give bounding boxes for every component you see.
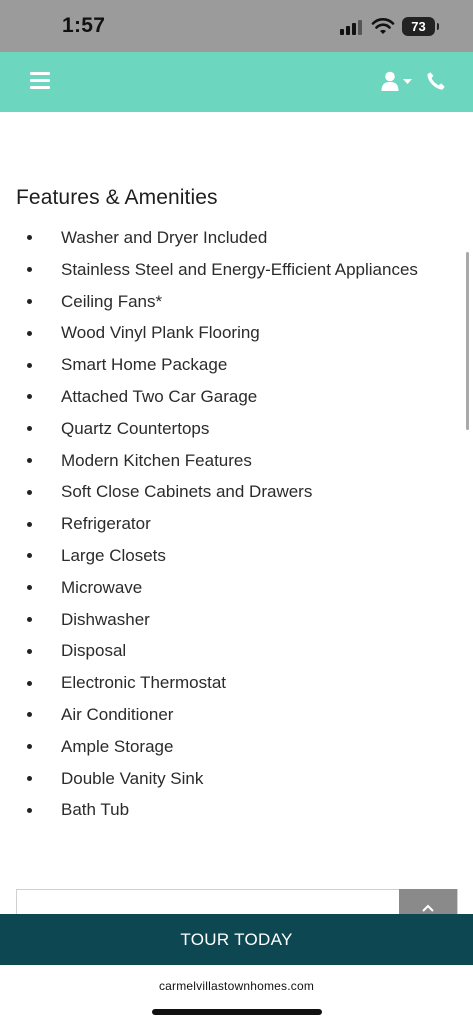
bullet-icon — [27, 299, 32, 304]
list-item — [0, 445, 460, 477]
list-item — [0, 508, 460, 540]
scrollbar[interactable] — [466, 252, 469, 430]
list-item-label: Smart Home Package — [61, 355, 228, 375]
user-account-icon[interactable] — [381, 71, 415, 93]
list-item — [0, 222, 460, 254]
list-item-label: Modern Kitchen Features — [61, 450, 252, 470]
section-title: Features & Amenities — [16, 186, 218, 209]
wifi-icon — [371, 16, 395, 36]
site-header — [0, 52, 473, 112]
list-item-label: Soft Close Cabinets and Drawers — [61, 482, 313, 502]
list-item — [0, 635, 460, 667]
list-item-label: Microwave — [61, 577, 143, 597]
list-item-label: Quartz Countertops — [61, 418, 210, 438]
list-item — [0, 699, 460, 731]
battery-icon — [402, 17, 435, 36]
list-item — [0, 381, 460, 413]
phone-icon[interactable] — [426, 71, 446, 91]
status-bar — [0, 0, 473, 52]
list-item — [0, 794, 460, 826]
list-item-label: Washer and Dryer Included — [61, 228, 268, 247]
list-item-label: Bath Tub — [61, 800, 130, 820]
list-item-label: Double Vanity Sink — [61, 768, 204, 788]
cellular-signal-icon — [340, 19, 366, 35]
list-item — [0, 731, 460, 763]
list-item-label: Electronic Thermostat — [61, 673, 227, 693]
list-item-label: Ample Storage — [61, 736, 174, 756]
bullet-icon — [27, 331, 32, 336]
list-item — [0, 763, 460, 795]
list-item-label: Air Conditioner — [61, 704, 174, 724]
status-time: 1:57 — [62, 14, 106, 37]
bullet-icon — [27, 617, 32, 622]
bullet-icon — [27, 681, 32, 686]
list-item-label: Ceiling Fans* — [61, 291, 163, 311]
bullet-icon — [27, 776, 32, 781]
bullet-icon — [27, 426, 32, 431]
list-item — [0, 572, 460, 604]
bullet-icon — [27, 553, 32, 558]
list-item-label: Refrigerator — [61, 514, 151, 534]
list-item — [0, 286, 460, 318]
bullet-icon — [27, 490, 32, 495]
bullet-icon — [27, 649, 32, 654]
list-item — [0, 317, 460, 349]
feature-list — [0, 222, 460, 826]
list-item — [0, 604, 460, 636]
list-item-label: Stainless Steel and Energy-Efficient Appliances — [61, 259, 418, 279]
list-item — [0, 476, 460, 508]
list-item-label: Large Closets — [61, 545, 166, 565]
bullet-icon — [27, 585, 32, 590]
bullet-icon — [27, 458, 32, 463]
bullet-icon — [27, 235, 32, 240]
list-item-label: Attached Two Car Garage — [61, 386, 258, 406]
bullet-icon — [27, 267, 32, 272]
list-item — [0, 254, 460, 286]
hamburger-menu-icon[interactable] — [30, 72, 50, 90]
list-item-label: Wood Vinyl Plank Flooring — [61, 323, 260, 343]
list-item — [0, 349, 460, 381]
bullet-icon — [27, 744, 32, 749]
list-item — [0, 540, 460, 572]
bullet-icon — [27, 808, 32, 813]
bullet-icon — [27, 712, 32, 717]
tour-today-button[interactable]: TOUR TODAY — [0, 914, 473, 965]
list-item-label: Disposal — [61, 641, 127, 661]
bullet-icon — [27, 363, 32, 368]
bullet-icon — [27, 394, 32, 399]
chevron-up-icon — [422, 904, 434, 912]
list-item — [0, 667, 460, 699]
bullet-icon — [27, 522, 32, 527]
list-item-label: Dishwasher — [61, 609, 150, 629]
browser-address-bar[interactable] — [0, 965, 473, 1024]
battery-level: 73 — [411, 19, 426, 34]
list-item — [0, 413, 460, 445]
home-indicator[interactable] — [152, 1009, 322, 1015]
url-text: carmelvillastownhomes.com — [158, 979, 315, 993]
